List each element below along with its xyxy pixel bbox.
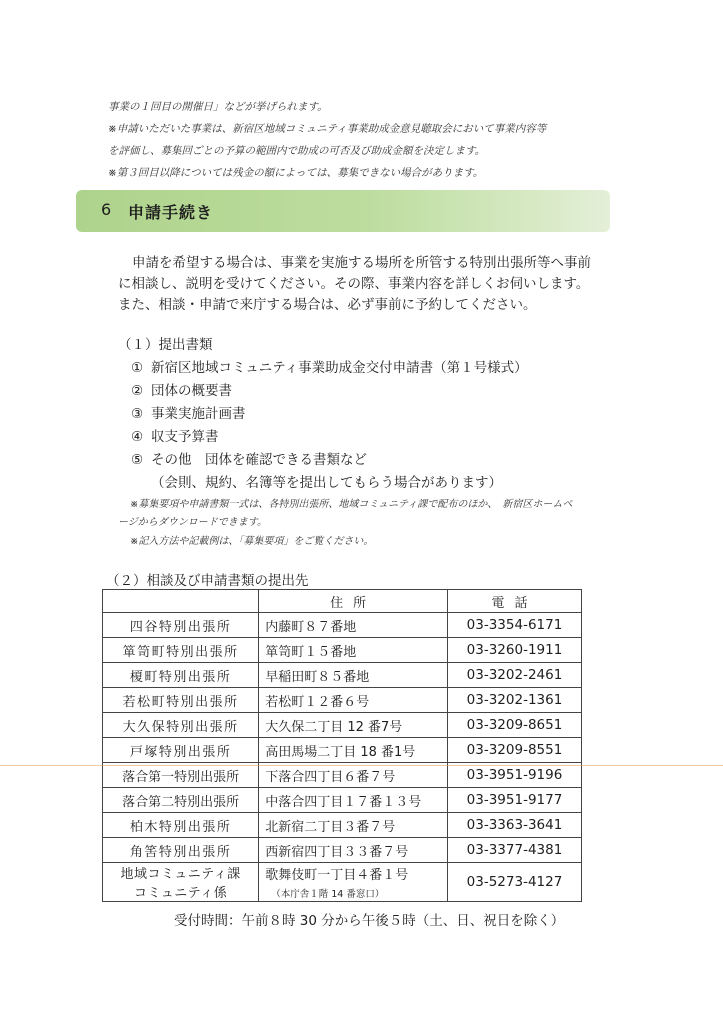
office-name: 若松町特別出張所 — [103, 688, 259, 713]
office-name: 四谷特別出張所 — [103, 613, 259, 638]
note-line-1: 事業の１回目の開催日」などが挙げられます。 — [108, 101, 328, 113]
document-item: ④ 収支予算書 — [131, 429, 219, 445]
office-address: 大久保二丁目 12 番7号 — [259, 713, 448, 738]
documents-note-2: ージからダウンロードできます。 — [118, 517, 267, 528]
table-row — [103, 788, 582, 813]
office-name: 柏木特別出張所 — [103, 813, 259, 838]
office-name: 大久保特別出張所 — [103, 713, 259, 738]
office-address-main: 歌舞伎町一丁目４番１号 — [265, 868, 409, 883]
office-phone: 03-3202-2461 — [447, 663, 581, 688]
document-item-5-detail: （会則、規約、名簿等を提出してもらう場合があります） — [151, 475, 502, 491]
office-phone: 03-3951-9177 — [447, 788, 581, 813]
office-phone: 03-3202-1361 — [447, 688, 581, 713]
document-item: ③ 事業実施計画書 — [131, 406, 246, 422]
office-name: 戸塚特別出張所 — [103, 738, 259, 763]
table-row — [103, 863, 582, 902]
office-name: 落合第二特別出張所 — [103, 788, 259, 813]
note-line-2: ※申請いただいた事業は、新宿区地域コミュニティ事業助成金意見聴取会において事業内容等 — [108, 123, 547, 135]
documents-note-3: ※記入方法や記載例は、「募集要項」をご覧ください。 — [130, 536, 374, 547]
document-item: ⑤ その他 団体を確認できる書類など — [131, 452, 367, 468]
office-address: 箪笥町１５番地 — [259, 638, 448, 663]
offices-heading: （２）相談及び申請書類の提出先 — [106, 573, 309, 589]
scan-artifact-line — [0, 765, 723, 766]
office-name — [103, 863, 259, 902]
office-name-line-2: コミュニティ係 — [134, 886, 228, 901]
office-address: 高田馬場二丁目 18 番1号 — [259, 738, 448, 763]
intro-line-1: 申請を希望する場合は、事業を実施する場所を所管する特別出張所等へ事前 — [132, 255, 591, 271]
header-address: 住所 — [259, 590, 448, 613]
office-phone: 03-3951-9196 — [447, 763, 581, 788]
table-row — [103, 763, 582, 788]
office-name: 榎町特別出張所 — [103, 663, 259, 688]
office-phone: 03-3209-8551 — [447, 738, 581, 763]
document-item: ① 新宿区地域コミュニティ事業助成金交付申請書（第１号様式） — [131, 360, 528, 376]
note-line-3: を評価し、募集回ごとの予算の範囲内で助成の可否及び助成金額を決定します。 — [108, 145, 486, 157]
office-phone: 03-3377-4381 — [447, 838, 581, 863]
office-address: 下落合四丁目６番７号 — [259, 763, 448, 788]
table-row — [103, 738, 582, 763]
section-title: 申請手続き — [128, 203, 214, 222]
documents-note-1: ※募集要項や申請書類一式は、各特別出張所、地域コミュニティ課で配布のほか、 新宿区ホームペ — [130, 499, 573, 510]
intro-line-2: に相談し、説明を受けてください。その際、事業内容を詳しくお伺いします。 — [118, 276, 590, 292]
table-row — [103, 688, 582, 713]
section-number: 6 — [101, 200, 112, 219]
table-row — [103, 813, 582, 838]
header-phone: 電話 — [447, 590, 581, 613]
office-name: 角筈特別出張所 — [103, 838, 259, 863]
office-phone: 03-3260-1911 — [447, 638, 581, 663]
office-name: 箪笥町特別出張所 — [103, 638, 259, 663]
offices-table — [102, 589, 582, 902]
table-row — [103, 613, 582, 638]
office-address-sub: （本庁舎１階 14 番窓口） — [271, 889, 385, 900]
office-phone: 03-5273-4127 — [447, 863, 581, 902]
reception-hours: 受付時間：午前８時 30 分から午後５時（土、日、祝日を除く） — [174, 913, 565, 929]
office-phone: 03-3209-8651 — [447, 713, 581, 738]
table-row — [103, 638, 582, 663]
office-address: 早稲田町８５番地 — [259, 663, 448, 688]
table-row — [103, 713, 582, 738]
header-name — [103, 590, 259, 613]
note-line-4: ※第３回目以降については残金の額によっては、募集できない場合があります。 — [108, 167, 484, 179]
office-address — [259, 863, 448, 902]
office-address: 西新宿四丁目３３番７号 — [259, 838, 448, 863]
office-address: 北新宿二丁目３番７号 — [259, 813, 448, 838]
office-address: 内藤町８７番地 — [259, 613, 448, 638]
office-name: 落合第一特別出張所 — [103, 763, 259, 788]
table-row — [103, 838, 582, 863]
office-name-line-1: 地域コミュニティ課 — [120, 867, 241, 882]
table-header-row — [103, 590, 582, 613]
office-address: 若松町１２番６号 — [259, 688, 448, 713]
office-phone: 03-3363-3641 — [447, 813, 581, 838]
office-address: 中落合四丁目１７番１３号 — [259, 788, 448, 813]
intro-line-3: また、相談・申請で来庁する場合は、必ず事前に予約してください。 — [118, 297, 537, 313]
table-row — [103, 663, 582, 688]
documents-heading: （１）提出書類 — [118, 337, 213, 353]
document-item: ② 団体の概要書 — [131, 383, 232, 399]
office-phone: 03-3354-6171 — [447, 613, 581, 638]
